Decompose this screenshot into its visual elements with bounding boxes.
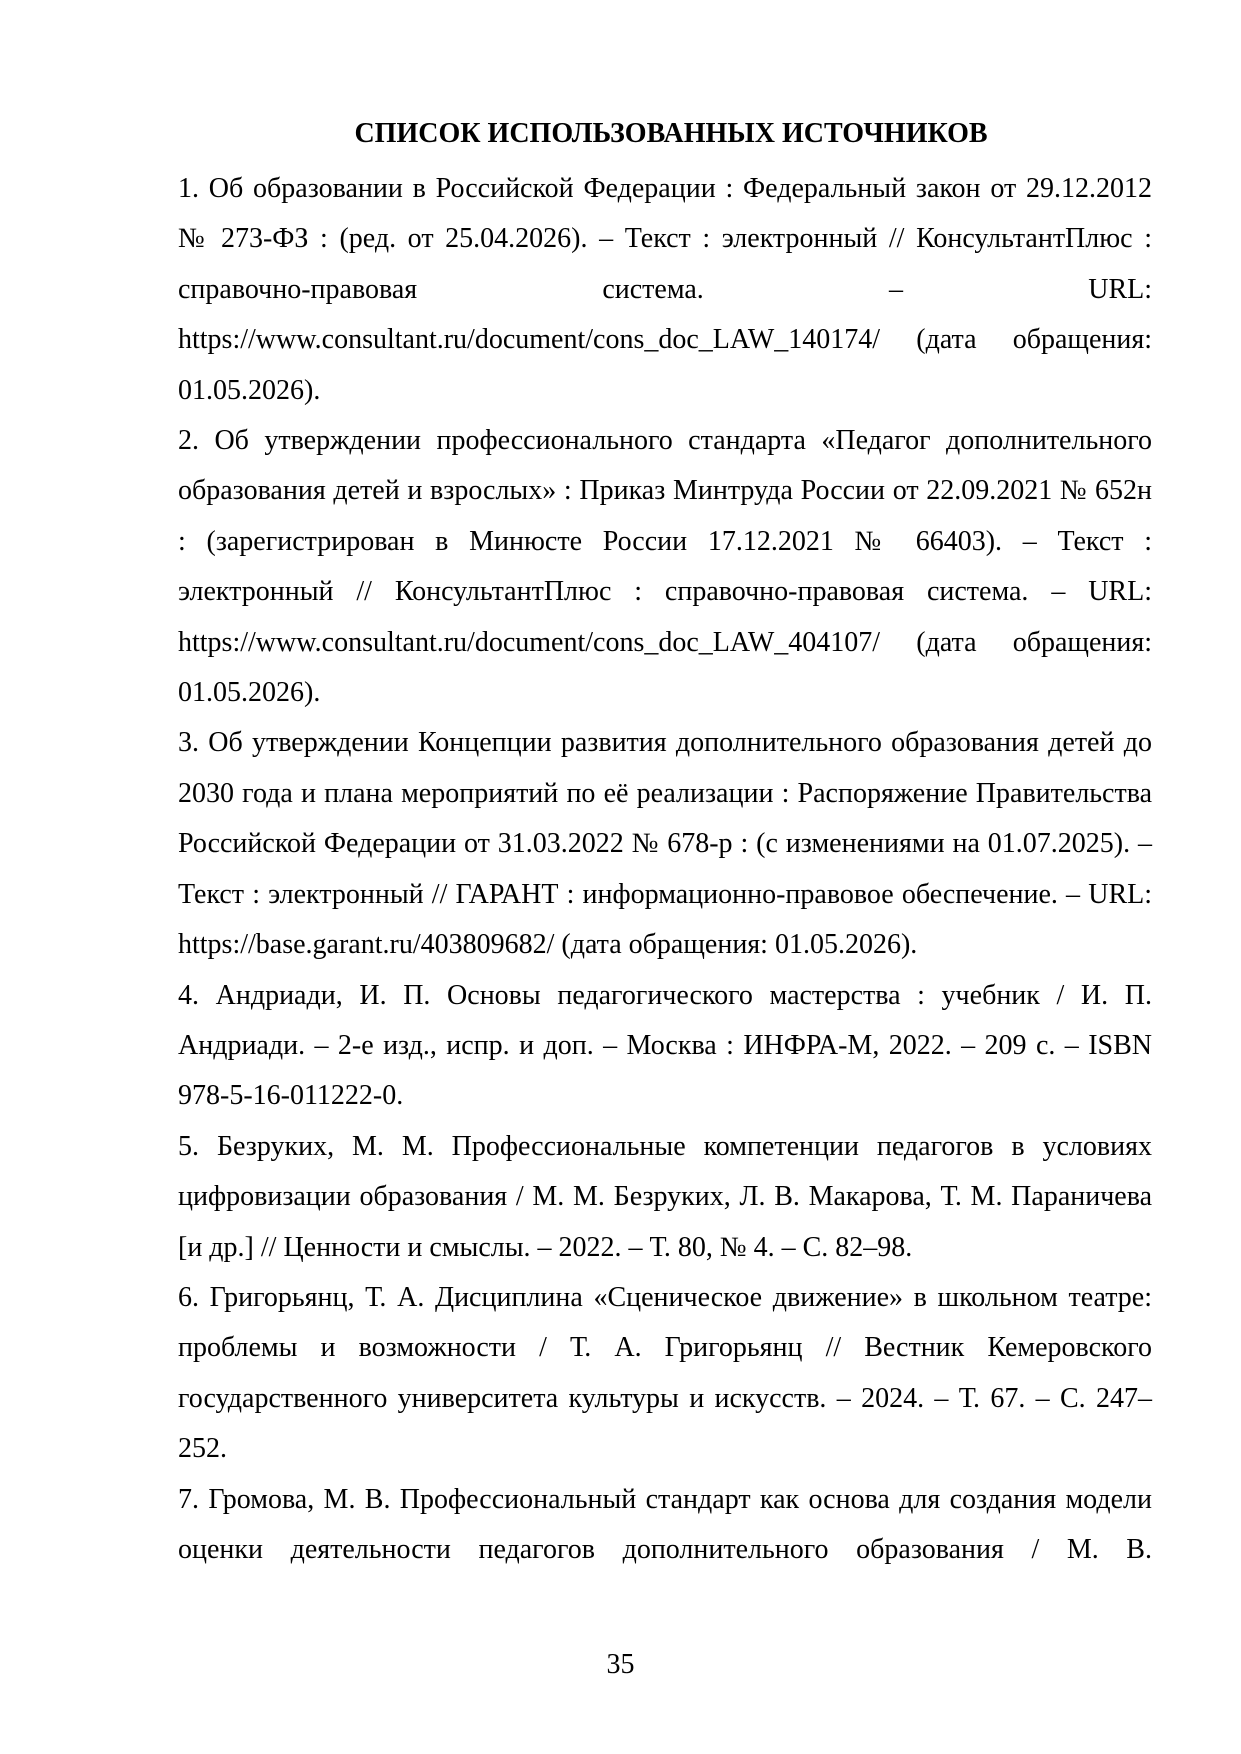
reference-item-3: 3. Об утверждении Концепции развития дополнительного образования детей до 2030 года и плана мероприятий по её реализации : Распоряжение Правительства Российской Федерации от 31.03.2022 № 678-р : (с изменениями на 01.07.2025). – Текст : электронный // ГАРАНТ : информационно-правовое обеспечение. – URL: https://base.garant.ru/403809682/ (дата обращения: 01.05.2026).: [178, 727, 1152, 961]
reference-item-1: 1. Об образовании в Российской Федерации : Федеральный закон от 29.12.2012 № 273-ФЗ : (ред. от 25.04.2026). – Текст : электронный // КонсультантПлюс : справочно-правовая система. – URL: https://www.consultant.ru/document/cons_doc_LAW_140174/ (дата обращения: 01.05.2026).: [178, 173, 1152, 406]
page-title: СПИСОК ИСПОЛЬЗОВАННЫХ ИСТОЧНИКОВ: [354, 118, 988, 149]
reference-item-6: 6. Григорьянц, Т. А. Дисциплина «Сценическое движение» в школьном театре: проблемы и возможности / Т. А. Григорьянц // Вестник Кемеровского государственного университета культуры и искусств. – 2024. – Т. 67. – С. 247–252.: [178, 1281, 1152, 1465]
page-number: 35: [606, 1649, 635, 1680]
document-page: [178, 104, 1152, 1575]
reference-item-4: 4. Андриади, И. П. Основы педагогического мастерства : учебник / И. П. Андриади. – 2-е изд., испр. и доп. – Москва : ИНФРА-М, 2022. – 209 с. – ISBN 978-5-16-011222-0.: [178, 979, 1152, 1112]
reference-item-2: 2. Об утверждении профессионального стандарта «Педагог дополнительного образования детей и взрослых» : Приказ Минтруда России от 22.09.2021 № 652н : (зарегистрирован в Минюсте России 17.12.2021 № 66403). – Текст : электронный // КонсультантПлюс : справочно-правовая система. – URL: https://www.consultant.ru/document/cons_doc_LAW_404107/ (дата обращения: 01.05.2026).: [178, 425, 1152, 709]
reference-item-5: 5. Безруких, М. М. Профессиональные компетенции педагогов в условиях цифровизации образования / М. М. Безруких, Л. В. Макарова, Т. М. Параничева [и др.] // Ценности и смыслы. – 2022. – Т. 80, № 4. – С. 82–98.: [178, 1130, 1152, 1263]
reference-item-7: 7. Громова, М. В. Профессиональный стандарт как основа для создания модели оценки деятельности педагогов дополнительного образования / М. В.: [178, 1483, 1152, 1565]
